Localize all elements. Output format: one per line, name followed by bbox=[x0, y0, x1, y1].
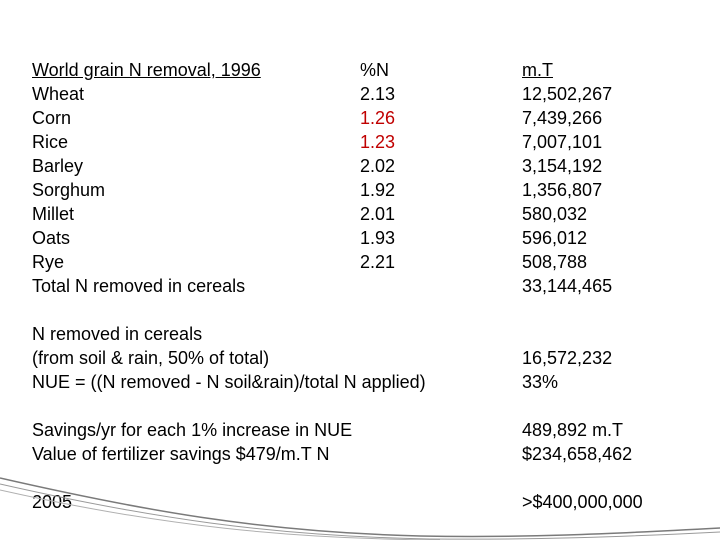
grain-name-wheat: Wheat bbox=[32, 84, 85, 104]
grain-pct-n-oats: 1.93 bbox=[360, 228, 396, 248]
nue-formula: NUE = ((N removed - N soil&rain)/total N applied) bbox=[32, 372, 426, 392]
projection-year: 2005 bbox=[32, 492, 73, 512]
grain-mt-wheat: 12,502,267 bbox=[522, 84, 613, 104]
grain-mt-oats: 596,012 bbox=[522, 228, 588, 248]
savings-value1: 489,892 m.T bbox=[522, 420, 624, 440]
soil-rain-line2: (from soil & rain, 50% of total) bbox=[32, 348, 270, 368]
grain-pct-n-corn: 1.26 bbox=[360, 108, 396, 128]
grain-name-rice: Rice bbox=[32, 132, 69, 152]
grain-pct-n-rye: 2.21 bbox=[360, 252, 396, 272]
grain-name-barley: Barley bbox=[32, 156, 84, 176]
savings-line1: Savings/yr for each 1% increase in NUE bbox=[32, 420, 353, 440]
grain-mt-barley: 3,154,192 bbox=[522, 156, 603, 176]
total-mt: 33,144,465 bbox=[522, 276, 613, 296]
grain-pct-n-millet: 2.01 bbox=[360, 204, 396, 224]
grain-pct-n-barley: 2.02 bbox=[360, 156, 396, 176]
grain-name-rye: Rye bbox=[32, 252, 65, 272]
grain-mt-rye: 508,788 bbox=[522, 252, 588, 272]
grain-mt-millet: 580,032 bbox=[522, 204, 588, 224]
pct-n-header bbox=[360, 58, 510, 82]
grain-mt-corn: 7,439,266 bbox=[522, 108, 603, 128]
grain-pct-n-rice: 1.23 bbox=[360, 132, 396, 152]
nue-value: 33% bbox=[522, 372, 559, 392]
grain-mt-sorghum: 1,356,807 bbox=[522, 180, 603, 200]
table-title: World grain N removal, 1996 bbox=[32, 60, 261, 80]
savings-line2: Value of fertilizer savings $479/m.T N bbox=[32, 444, 330, 464]
savings-value2: $234,658,462 bbox=[522, 444, 633, 464]
grain-mt-rice: 7,007,101 bbox=[522, 132, 603, 152]
grain-pct-n-wheat: 2.13 bbox=[360, 84, 396, 104]
grain-name-oats: Oats bbox=[32, 228, 71, 248]
mt-header: m.T bbox=[522, 60, 553, 80]
pct-n-header-label: %N bbox=[360, 60, 390, 80]
soil-rain-line1: N removed in cereals bbox=[32, 324, 203, 344]
soil-rain-value: 16,572,232 bbox=[522, 348, 613, 368]
grain-name-millet: Millet bbox=[32, 204, 75, 224]
grain-pct-n-sorghum: 1.92 bbox=[360, 180, 396, 200]
grain-name-sorghum: Sorghum bbox=[32, 180, 106, 200]
grain-name-corn: Corn bbox=[32, 108, 72, 128]
total-label: Total N removed in cereals bbox=[32, 276, 246, 296]
projection-value: >$400,000,000 bbox=[522, 492, 643, 512]
